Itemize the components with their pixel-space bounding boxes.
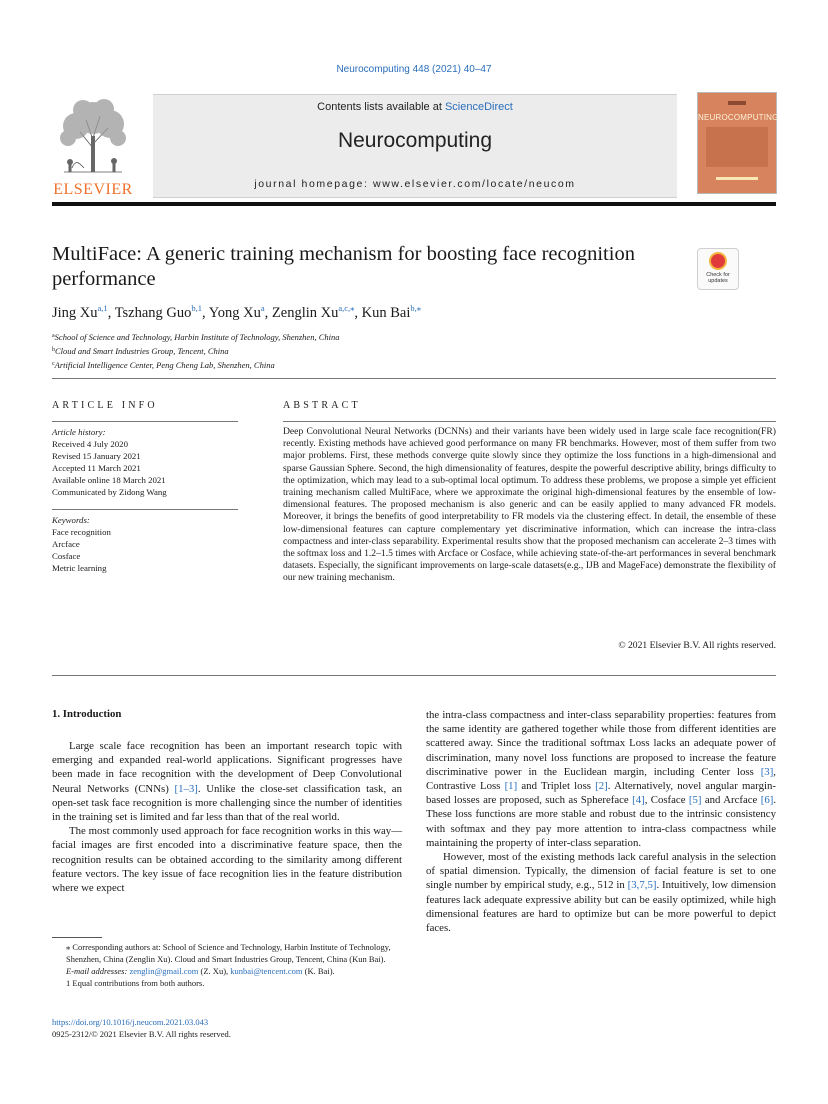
citation-link[interactable]: [3,7,5] [627, 879, 657, 892]
journal-homepage-link[interactable]: journal homepage: www.elsevier.com/locate/neucom [254, 178, 576, 190]
section-heading: 1. Introduction [52, 708, 122, 720]
history-item: Received 4 July 2020 [52, 439, 128, 449]
header-rule [52, 202, 776, 206]
journal-name: Neurocomputing [337, 129, 493, 152]
author-affiliation-ref[interactable]: a,1 [97, 303, 108, 313]
email-link[interactable]: kunbai@tencent.com [230, 966, 303, 976]
abstract-text: Deep Convolutional Neural Networks (DCNNs) and their variants have been widely used in large scale face recognition(FR) recently. Existing methods have achieved good performance on many FR benchmarks. However, most of them suffer from two major problems. First, these methods converge quite slowly since they optimize the loss functions in a high-dimensional and sparse Gaussian Sphere. Second, the high dimensionality of features, despite the powerful descriptive ability, brings difficulty to the optimization, which may lead to a sub-optimal local optimum. To address these problems, we propose a simple yet efficient training mechanism called MultiFace, where we approximate the original high-dimensional features by the ensemble of low-dimensional features. The proposed mechanism is also generic and can be easily applied to many advanced FR models. Moreover, it brings the benefits of good interpretability to FR models via the clustering effect. In detail, the ensemble of these low-dimensional features can capture complementary yet discriminative information, which can increase the intra-class compactness and inter-class separability. Experimental results show that the proposed mechanism can accelerate 2–3 times with the softmax loss and 1.2–1.5 times with Arcface or Cosface, while achieving state-of-the-art performances in several benchmark datasets. Especially, the significant improvements on large-scale datasets(e.g., IJB and MageFace) demonstrate the flexibility of our new training mechanism. [283, 426, 776, 584]
footnote-corresponding: ⁎ Corresponding authors at: School of Science and Technology, Harbin Institute of Technology, Shenzhen, China (Zenglin Xu). Cloud and Smart Industries Group, Tencent, China (Kun Bai). [66, 942, 391, 964]
cover-decoration [728, 101, 746, 105]
author: Yong Xu$^a$, [208, 303, 272, 321]
footnote-equal-contribution: 1 Equal contributions from both authors. [66, 978, 205, 988]
keywords-label: Keywords: [52, 515, 90, 525]
issn-line: 0925-2312/© 2021 Elsevier B.V. All rights reserved. [52, 1029, 231, 1039]
citation-link[interactable]: [4] [632, 794, 645, 807]
paragraph: The most commonly used approach for face recognition works in this way—facial images are first encoded into a discriminative feature space, then the recognition results can be obtained according to the similarity among different feature vectors. The key issue of face recognition lies in the feature distribution where we expect [52, 825, 402, 895]
crossmark-icon [709, 252, 727, 270]
divider [52, 378, 776, 379]
divider [283, 421, 776, 422]
author-affiliation-ref[interactable]: b,1 [191, 303, 203, 313]
check-for-updates-button[interactable] [697, 248, 739, 290]
author-affiliation-ref[interactable]: a [260, 303, 265, 313]
email-link[interactable]: zenglin@gmail.com [129, 966, 199, 976]
cover-decoration [716, 177, 758, 180]
history-item: Communicated by Zidong Wang [52, 487, 167, 497]
history-label: Article history: [52, 427, 106, 437]
citation-link[interactable]: [1] [504, 780, 518, 793]
affiliation: $^a$School of Science and Technology, Harbin Institute of Technology, Shenzhen, China [52, 332, 340, 342]
sciencedirect-link[interactable]: ScienceDirect [444, 101, 513, 113]
keyword: Face recognition [52, 527, 111, 537]
author: Jing Xu$^{a,1}$, [52, 303, 115, 321]
affiliation: $^b$Cloud and Smart Industries Group, Tencent, China [52, 346, 229, 356]
keyword: Metric learning [52, 563, 107, 573]
author: Zenglin $Xu^{a,c,⁎}$, [271, 303, 362, 321]
author: Kun Bai$^{b,⁎}$ [361, 303, 422, 321]
citation-link[interactable]: [5] [688, 794, 702, 807]
contents-prefix: Contents lists available at [317, 101, 445, 113]
citation-link[interactable]: [6] [760, 794, 774, 807]
paragraph: the intra-class compactness and inter-class separability properties: features from the same identity are gathered together while those from different identities are scattered away. Since the traditional softmax Loss lacks an adequate power of discrimination, many novel loss functions are proposed to increase the feature discriminative power in the Euclidean margin, including Center loss [3], Contrastive Loss [1] and Triplet loss [2]. Alternatively, novel angular margin-based losses are proposed, such as Sphereface [4], Cosface [5] and Arcface [6]. These loss functions are more stable and robust due to the intrinsic consistency with softmax and they pay more attention to intra-class compactness while maintaining the property of inter-class separation. [426, 709, 777, 849]
keywords [52, 514, 238, 574]
body-column-right [426, 708, 776, 935]
article-info-heading: ARTICLE INFO [52, 400, 158, 411]
copyright-notice: © 2021 Elsevier B.V. All rights reserved. [618, 640, 776, 651]
citation-link[interactable]: [1–3] [174, 782, 198, 795]
author: Tszhang Guo$^{b,1}$, [114, 303, 209, 321]
contents-line [153, 101, 677, 113]
divider [52, 421, 238, 422]
elsevier-tree-icon [50, 98, 136, 174]
paragraph: Large scale face recognition has been an important research topic with emerging and expanded real-world applications. Significant progresses have been made in face recognition with the development of Deep Convolutional Neural Networks (CNNs) [1–3]. Unlike the close-set classification task, an open-set task face recognition is more challenging since the number of identities in the training set is limited and far less than that of the real world. [52, 740, 402, 824]
paper-title: MultiFace: A generic training mechanism for boosting face recognition performance [52, 243, 635, 290]
article-history [52, 426, 238, 498]
cover-artwork [706, 127, 768, 167]
history-item: Revised 15 January 2021 [52, 451, 141, 461]
abstract-heading: ABSTRACT [283, 400, 361, 411]
history-item: Available online 18 March 2021 [52, 475, 166, 485]
affiliations [52, 330, 339, 372]
footnote-emails: E-mail addresses: zenglin@gmail.com (Z. Xu), kunbai@tencent.com (K. Bai). [66, 966, 335, 976]
divider [52, 675, 776, 676]
paragraph: However, most of the existing methods lack careful analysis in the selection of spatial dimension. Typically, the dimension of facial feature is set to one single number by empirical study, e.g., 512 in [3,7,5]. Intuitively, low dimension features lack adequate expressive ability but can be easily optimized, while high dimensional features are hard to optimize but can be more powerful to depict faces. [426, 851, 776, 935]
keyword: Cosface [52, 551, 81, 561]
footnotes [52, 941, 402, 989]
journal-citation-link[interactable]: Neurocomputing 448 (2021) 40–47 [336, 64, 492, 75]
citation-link[interactable]: [2] [595, 780, 608, 793]
check-updates-label: Check for updates [706, 272, 730, 284]
citation-link[interactable]: [3] [760, 765, 774, 778]
history-item: Accepted 11 March 2021 [52, 463, 141, 473]
affiliation: $^c$Artificial Intelligence Center, Peng Cheng Lab, Shenzhen, China [52, 360, 275, 370]
keyword: Arcface [52, 539, 80, 549]
body-column-left [52, 739, 402, 895]
doi-block [52, 1016, 231, 1040]
elsevier-logo[interactable] [50, 98, 136, 198]
elsevier-wordmark: ELSEVIER [53, 181, 133, 198]
doi-link[interactable]: https://doi.org/10.1016/j.neucom.2021.03.043 [52, 1017, 209, 1027]
author-affiliation-ref[interactable]: a,c,⁎ [338, 303, 355, 313]
journal-cover-thumbnail[interactable] [697, 92, 777, 194]
divider [52, 509, 238, 510]
footnote-rule [52, 937, 102, 938]
cover-title: NEUROCOMPUTING [698, 113, 779, 122]
author-affiliation-ref[interactable]: b,⁎ [410, 303, 422, 313]
author-list [52, 303, 421, 322]
